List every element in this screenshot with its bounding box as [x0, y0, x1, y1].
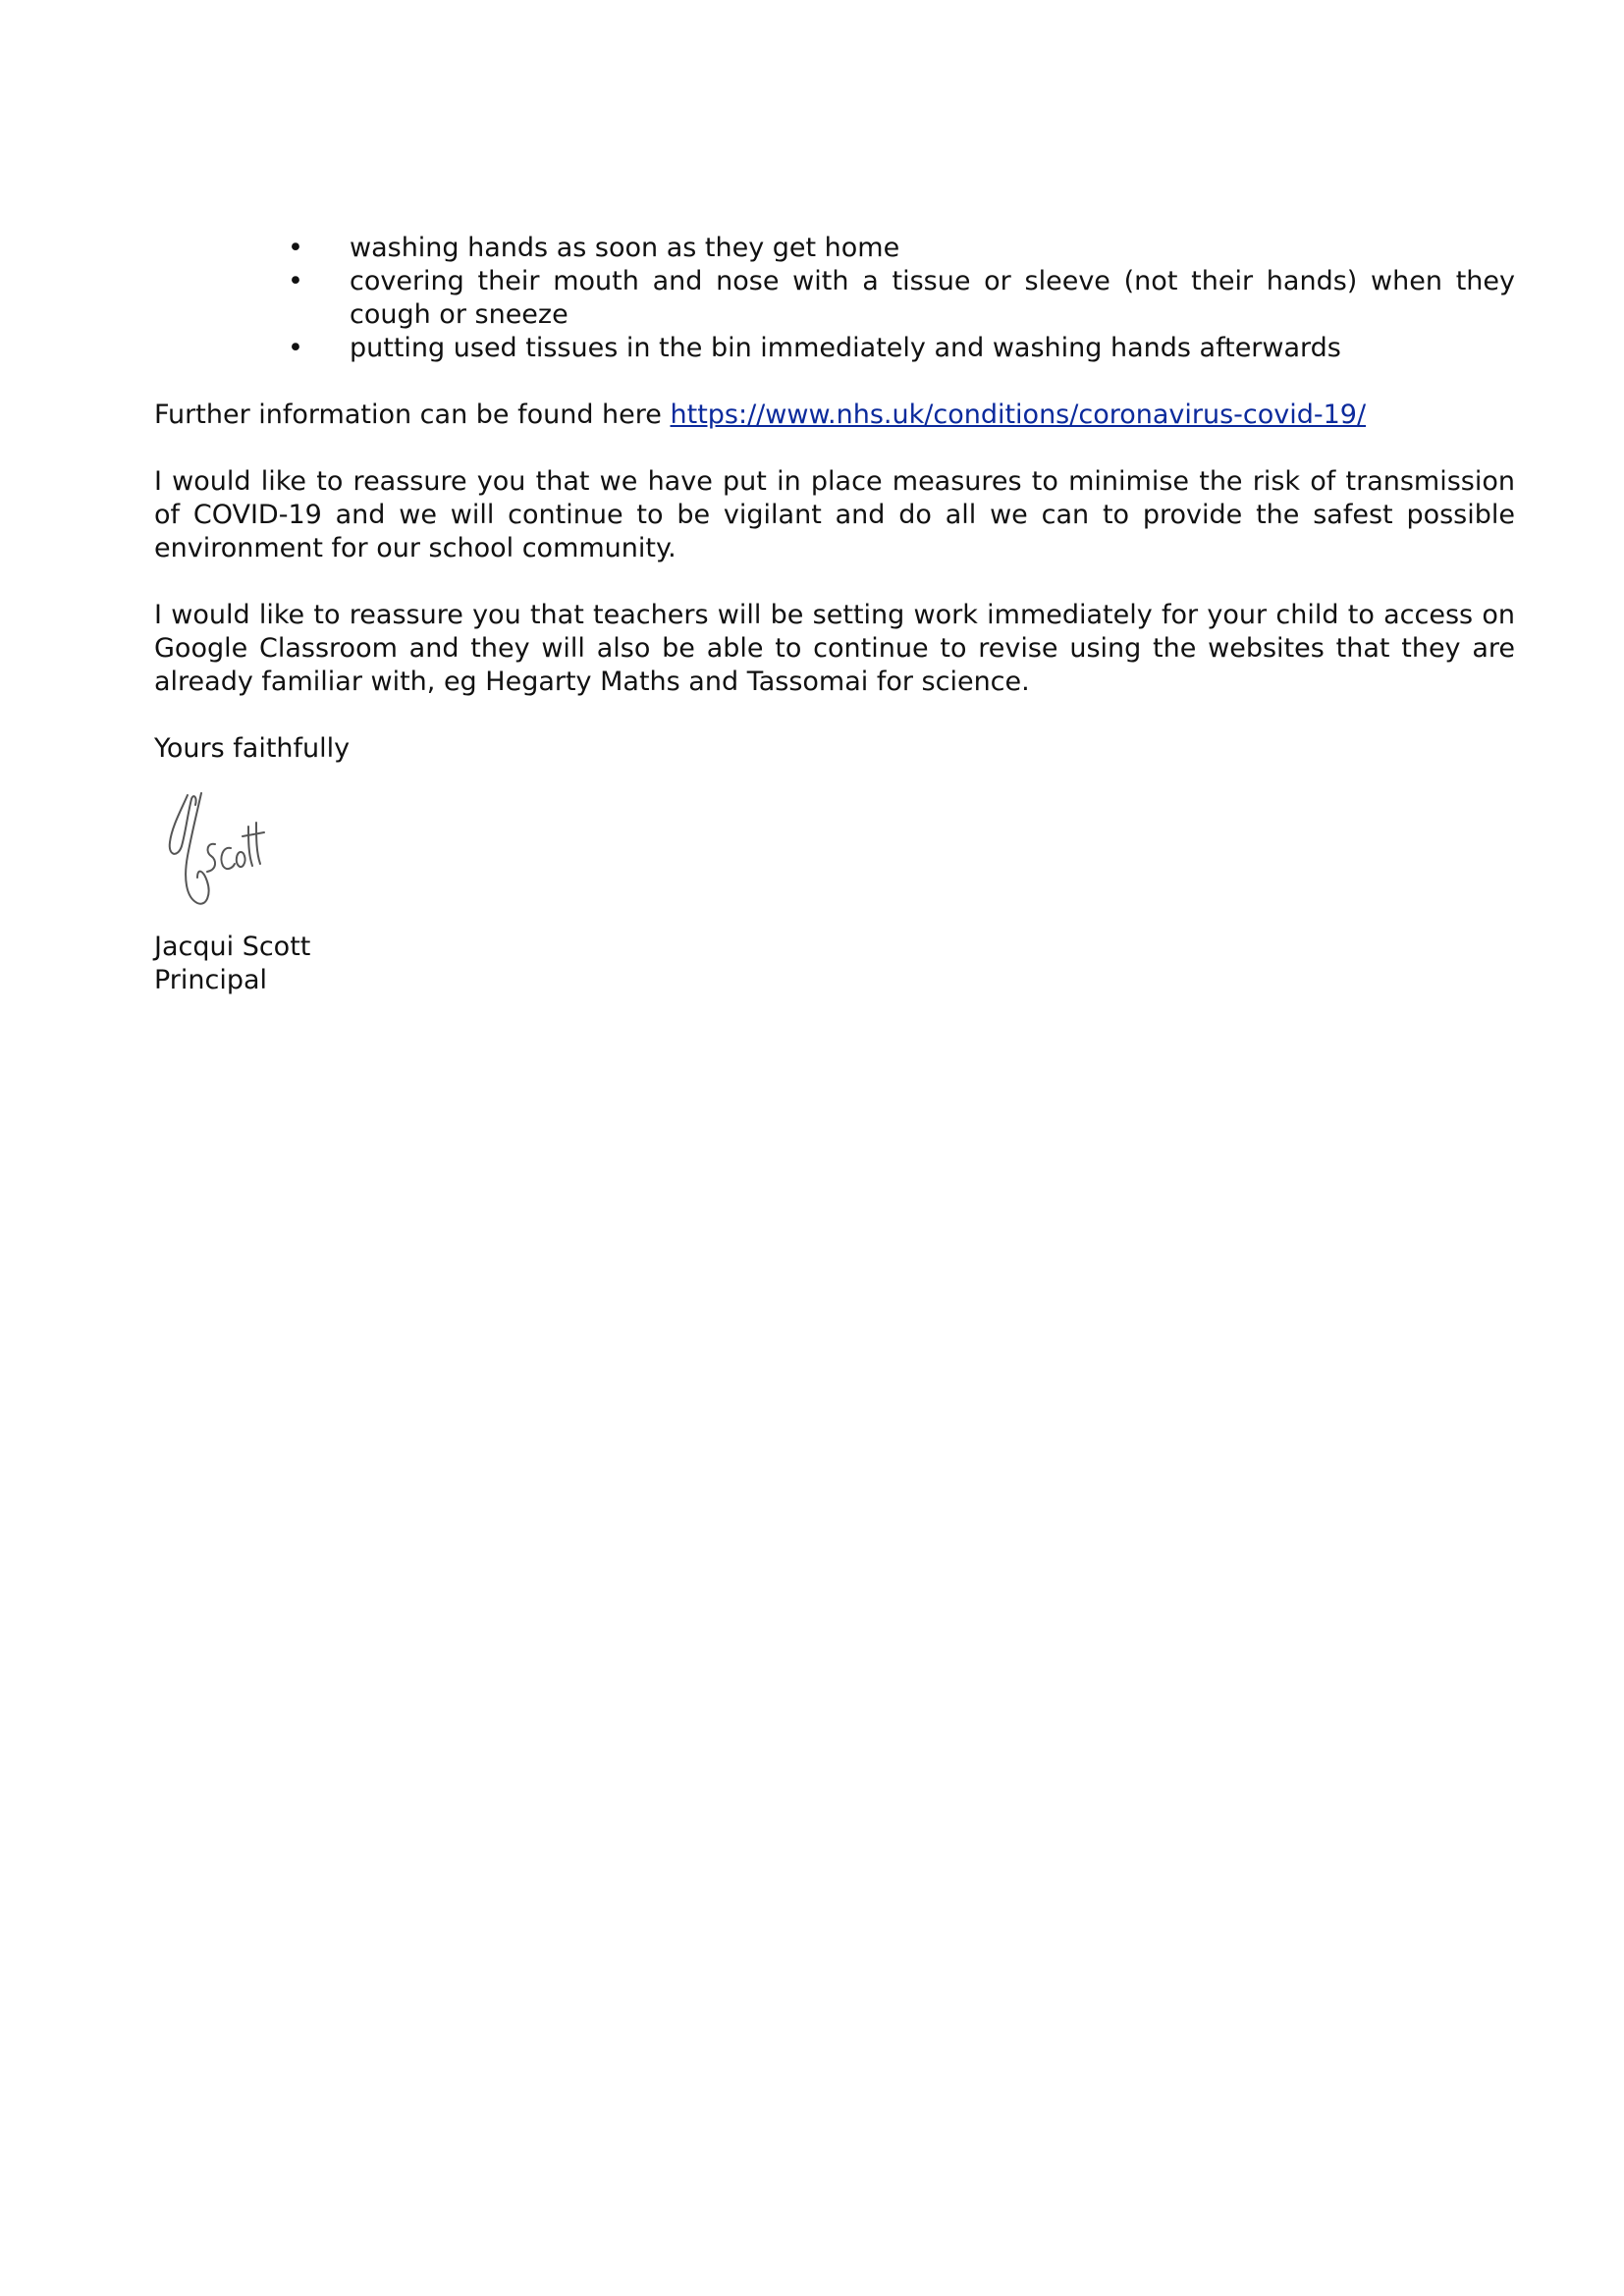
- list-item: [154, 332, 1515, 365]
- bullet-icon: •: [288, 266, 303, 296]
- reassurance-paragraph-classroom: I would like to reassure you that teachers will be setting work immediately for your child to access on Google Classroom and they will also be able to continue to revise using the websites that they are already familiar with, eg Hegarty Maths and Tassomai for science.: [154, 600, 1515, 697]
- signatory-title: Principal: [154, 965, 268, 995]
- nhs-link[interactable]: https://www.nhs.uk/conditions/coronavirus-covid-19/: [670, 400, 1367, 430]
- signatory-name: Jacqui Scott: [154, 932, 311, 962]
- bullet-text: putting used tissues in the bin immediately and washing hands afterwards: [350, 333, 1341, 363]
- bullet-text: covering their mouth and nose with a tissue or sleeve (not their hands) when they cough or sneeze: [350, 266, 1515, 330]
- closing-salutation: Yours faithfully: [154, 733, 351, 764]
- further-information-text: Further information can be found here: [154, 400, 671, 430]
- letter-body: [154, 232, 1515, 997]
- handwritten-signature-icon: [158, 787, 266, 915]
- list-item: [154, 232, 1515, 265]
- bullet-text: washing hands as soon as they get home: [350, 233, 900, 263]
- list-item: [154, 265, 1515, 332]
- reassurance-paragraph-measures: I would like to reassure you that we have put in place measures to minimise the risk of transmission of COVID-19 and we will continue to be vigilant and do all we can to provide the safest possible environment for our school community.: [154, 466, 1515, 563]
- hygiene-bullet-list: [154, 232, 1515, 365]
- bullet-icon: •: [288, 333, 303, 363]
- further-information-paragraph: [154, 399, 1515, 432]
- signatory-block: [154, 931, 1515, 997]
- bullet-icon: •: [288, 233, 303, 263]
